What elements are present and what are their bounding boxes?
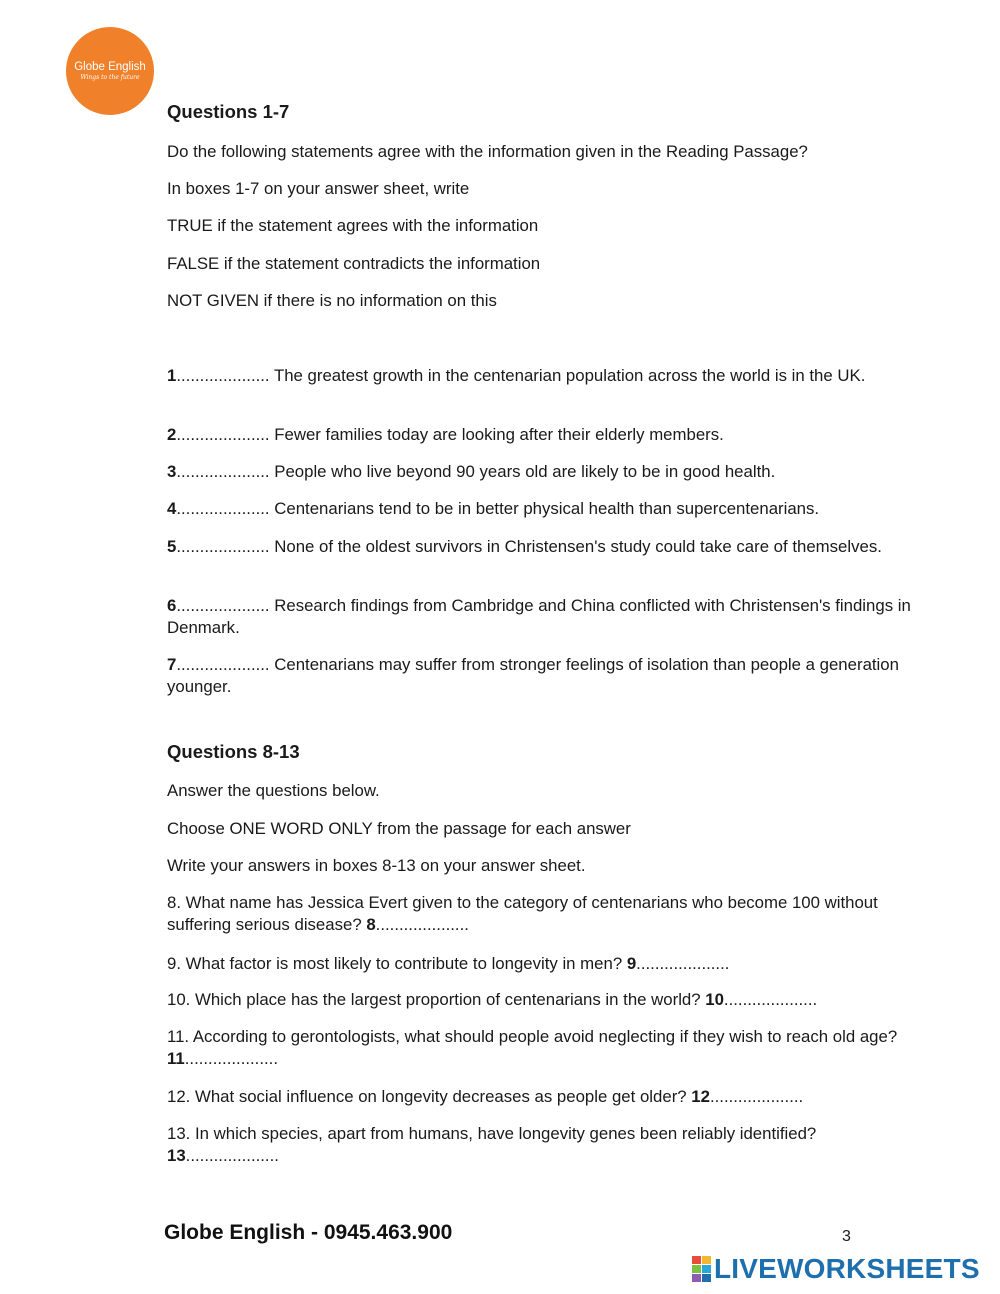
question-item [167, 498, 912, 520]
color-block [702, 1274, 711, 1282]
instruction-line: Write your answers in boxes 8-13 on your answer sheet. [167, 856, 586, 875]
section2-heading: Questions 8-13 [167, 741, 300, 762]
question-text: None of the oldest survivors in Christensen's study could take care of themselves. [269, 537, 882, 556]
question-text: Research findings from Cambridge and China conflicted with Christensen's findings in Denmark. [167, 596, 911, 637]
answer-blank[interactable]: .................... [185, 1146, 279, 1165]
answer-blank[interactable]: .................... [709, 1087, 804, 1106]
color-block [702, 1256, 711, 1264]
question-item [167, 953, 912, 975]
instruction-line: Choose ONE WORD ONLY from the passage for each answer [167, 819, 631, 838]
question-text: 11. According to gerontologists, what should people avoid neglecting if they wish to reach old age? [167, 1027, 898, 1046]
question-text: 13. In which species, apart from humans, have longevity genes been reliably identified? [167, 1124, 817, 1143]
globe-english-logo [66, 27, 154, 115]
question-number: 7 [167, 655, 177, 674]
liveworksheets-watermark [692, 1254, 980, 1284]
question-item [167, 595, 912, 639]
answer-blank[interactable]: .................... [176, 462, 270, 481]
color-block [692, 1265, 701, 1273]
color-block [702, 1265, 711, 1273]
question-item [167, 536, 912, 558]
question-item [167, 892, 912, 936]
color-block [692, 1256, 701, 1264]
answer-blank[interactable]: .................... [176, 655, 270, 674]
instruction-line: NOT GIVEN if there is no information on this [167, 291, 497, 310]
answer-blank[interactable]: .................... [184, 1049, 278, 1068]
question-item [167, 1123, 912, 1167]
question-item [167, 424, 912, 446]
answer-blank[interactable]: .................... [176, 366, 270, 385]
question-text: 8. What name has Jessica Evert given to the category of centenarians who become 100 without suffering serious disease? [167, 893, 878, 934]
liveworksheets-wordmark: LIVEWORKSHEETS [714, 1253, 980, 1284]
question-text: Fewer families today are looking after their elderly members. [269, 425, 724, 444]
answer-blank[interactable]: .................... [636, 954, 730, 973]
answer-blank[interactable]: .................... [176, 425, 270, 444]
question-text: 9. What factor is most likely to contribute to longevity in men? [167, 954, 627, 973]
color-block [692, 1274, 701, 1282]
question-number: 3 [167, 462, 177, 481]
question-text: People who live beyond 90 years old are likely to be in good health. [269, 462, 776, 481]
question-text: Centenarians tend to be in better physical health than supercentenarians. [269, 499, 820, 518]
question-number: 2 [167, 425, 177, 444]
page-number: 3 [842, 1228, 851, 1245]
answer-blank[interactable]: .................... [375, 915, 469, 934]
question-number: 5 [167, 537, 177, 556]
answer-blank[interactable]: .................... [176, 596, 270, 615]
footer-contact: Globe English - 0945.463.900 [164, 1221, 453, 1244]
question-text: 10. Which place has the largest proportion of centenarians in the world? [167, 990, 706, 1009]
instruction-line: Answer the questions below. [167, 781, 380, 800]
question-text: Centenarians may suffer from stronger feelings of isolation than people a generation younger. [167, 655, 899, 696]
answer-blank[interactable]: .................... [723, 990, 818, 1009]
instruction-line: FALSE if the statement contradicts the information [167, 254, 541, 273]
section1-heading: Questions 1-7 [167, 101, 290, 122]
question-number: 10 [705, 990, 724, 1009]
question-number: 8 [366, 915, 376, 934]
question-item [167, 1086, 912, 1108]
instruction-line: TRUE if the statement agrees with the information [167, 216, 539, 235]
question-item [167, 365, 912, 387]
question-item [167, 654, 912, 698]
instruction-line: In boxes 1-7 on your answer sheet, write [167, 179, 470, 198]
question-item [167, 461, 912, 483]
logo-tagline: Wings to the future [80, 74, 140, 81]
answer-blank[interactable]: .................... [176, 499, 270, 518]
logo-brand: Globe English [74, 61, 146, 73]
question-number: 1 [167, 366, 177, 385]
question-text: The greatest growth in the centenarian population across the world is in the UK. [269, 366, 866, 385]
question-number: 4 [167, 499, 177, 518]
question-number: 13 [167, 1146, 186, 1165]
question-number: 11 [167, 1049, 185, 1068]
question-number: 9 [626, 954, 637, 973]
question-number: 6 [167, 596, 177, 615]
instruction-line: Do the following statements agree with the information given in the Reading Passage? [167, 142, 808, 161]
question-number: 12 [691, 1087, 710, 1106]
answer-blank[interactable]: .................... [176, 537, 270, 556]
question-text: 12. What social influence on longevity decreases as people get older? [167, 1087, 692, 1106]
question-item [167, 989, 912, 1011]
liveworksheets-icon [692, 1256, 711, 1282]
question-item [167, 1026, 912, 1070]
